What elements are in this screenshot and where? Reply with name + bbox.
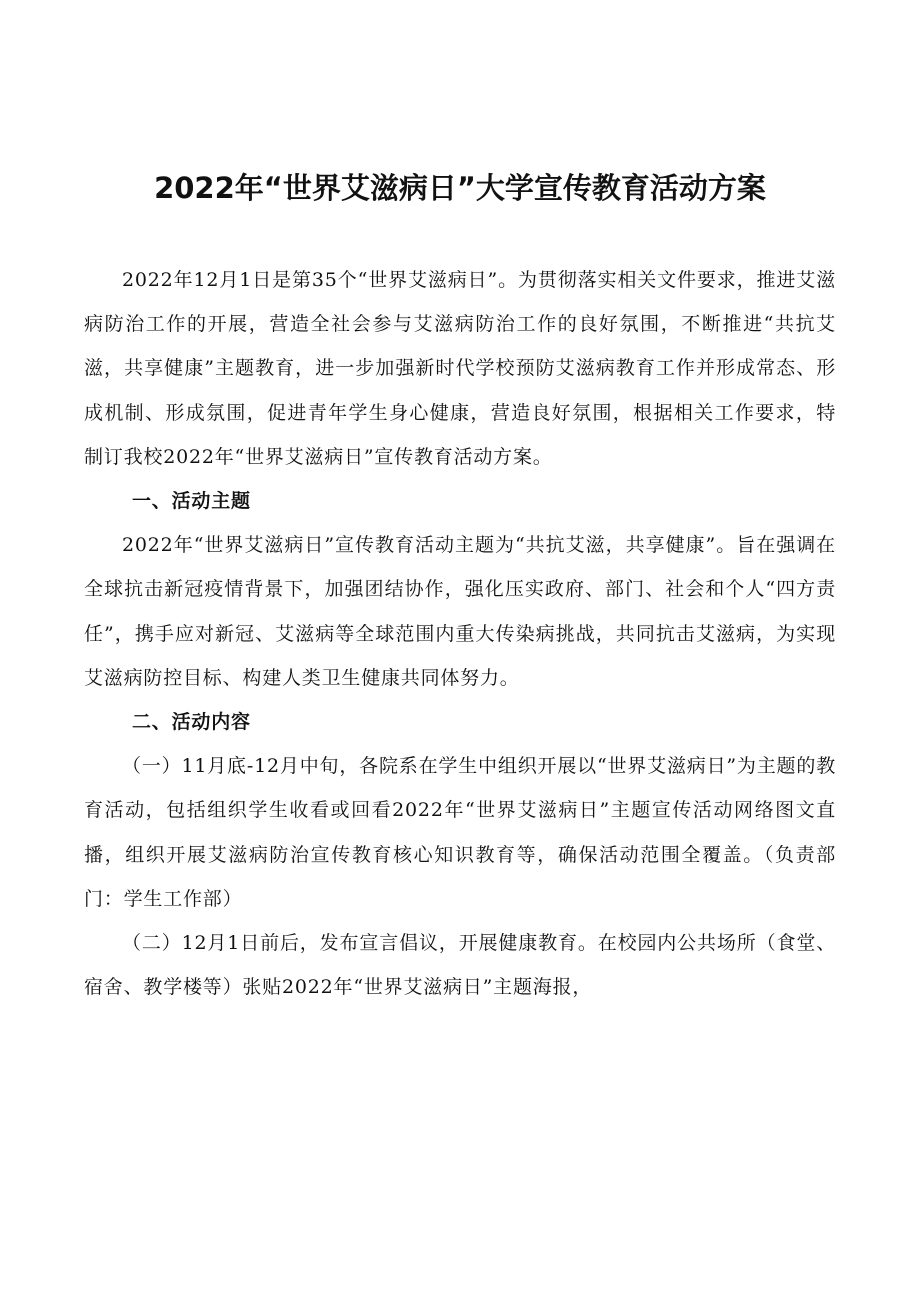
theme-paragraph: 2022年“世界艾滋病日”宣传教育活动主题为“共抗艾滋，共享健康”。旨在强调在全球抗击新冠疫情背景下，加强团结协作，强化压实政府、部门、社会和个人“四方责任”，携手应对新冠、艾滋病等全球范围内重大传染病挑战，共同抗击艾滋病，为实现艾滋病防控目标、构建人类卫生健康共同体努力。 — [84, 534, 836, 689]
content-paragraph-1: （一）11月底-12月中旬，各院系在学生中组织开展以“世界艾滋病日”为主题的教育活动，包括组织学生收看或回看2022年“世界艾滋病日”主题宣传活动网络图文直播，组织开展艾滋病防治宣传教育核心知识教育等，确保活动范围全覆盖。（负责部门：学生工作部） — [84, 755, 836, 910]
intro-paragraph: 2022年12月1日是第35个“世界艾滋病日”。为贯彻落实相关文件要求，推进艾滋病防治工作的开展，营造全社会参与艾滋病防治工作的良好氛围，不断推进“共抗艾滋，共享健康”主题教育，进一步加强新时代学校预防艾滋病教育工作并形成常态、形成机制、形成氛围，促进青年学生身心健康，营造良好氛围，根据相关工作要求，特制订我校2022年“世界艾滋病日”宣传教育活动方案。 — [84, 269, 836, 468]
section-heading-theme: 一、活动主题 — [132, 490, 251, 513]
content-paragraph-2: （二）12月1日前后，发布宣言倡议，开展健康教育。在校园内公共场所（食堂、宿舍、教学楼等）张贴2022年“世界艾滋病日”主题海报， — [84, 932, 836, 999]
document-body — [84, 258, 836, 1009]
section-heading-content: 二、活动内容 — [132, 711, 251, 734]
document-title: 2022年“世界艾滋病日”大学宣传教育活动方案 — [154, 171, 766, 205]
